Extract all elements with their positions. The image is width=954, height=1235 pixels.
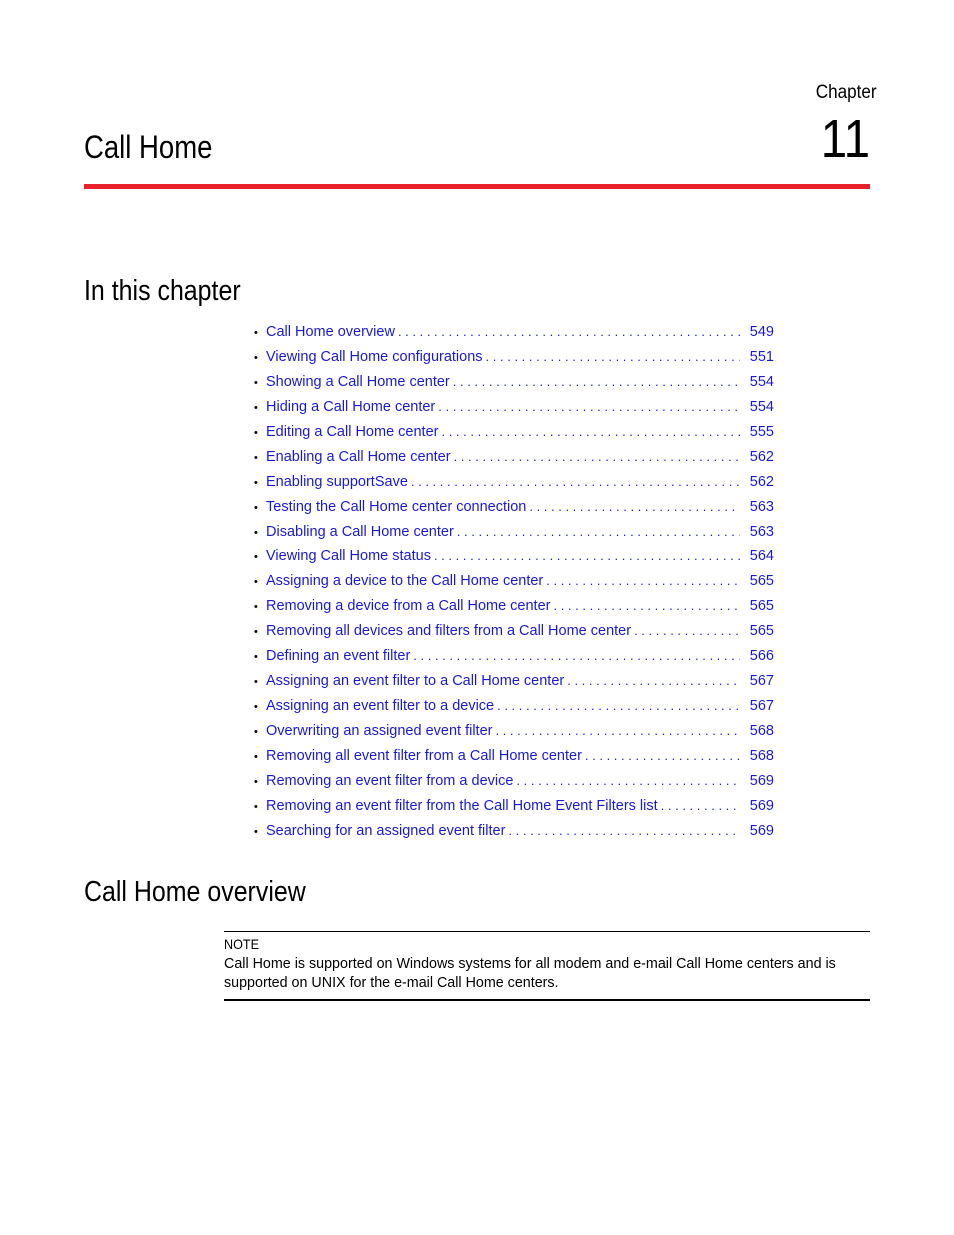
toc-item [254,495,774,520]
toc-link[interactable]: Defining an event filter [266,648,411,665]
chapter-rule [84,184,870,189]
toc-link[interactable]: Assigning an event filter to a Call Home center [266,673,565,690]
toc-page-number[interactable]: 569 [749,822,774,839]
bullet-icon: • [254,476,258,489]
dot-leader [508,819,740,844]
dot-leader [661,794,740,819]
toc-page-number[interactable]: 562 [749,448,774,465]
toc-item [254,370,774,395]
toc-page-number[interactable]: 569 [749,772,774,789]
toc-link[interactable]: Removing a device from a Call Home center [266,598,551,615]
bullet-icon: • [254,676,258,689]
toc-page-number[interactable]: 564 [749,548,774,565]
dot-leader [413,644,740,669]
dot-leader [634,619,740,644]
toc-item [254,420,774,445]
toc-item [254,719,774,744]
toc-link[interactable]: Removing all devices and filters from a Call Home center [266,623,632,640]
toc-page-number[interactable]: 549 [749,324,774,340]
dot-leader [516,769,740,794]
bullet-icon: • [254,726,258,738]
toc-page-number[interactable]: 568 [749,723,774,739]
toc-page-number[interactable]: 568 [749,747,774,764]
dot-leader [453,370,740,395]
bullet-icon: • [254,601,258,614]
toc-link[interactable]: Enabling supportSave [266,473,408,490]
dot-leader [553,594,740,619]
toc-link[interactable]: Overwriting an assigned event filter [266,723,493,739]
bullet-icon: • [254,401,258,414]
bullet-icon: • [254,576,258,589]
toc-item [254,594,774,619]
toc-link[interactable]: Removing an event filter from the Call Home Event Filters list [266,797,658,814]
toc-item [254,694,774,719]
toc-item [254,569,774,594]
toc-page-number[interactable]: 554 [749,373,774,390]
bullet-icon: • [254,800,258,813]
bullet-icon: • [254,526,258,539]
toc-link[interactable]: Viewing Call Home configurations [266,348,483,365]
toc-link[interactable]: Removing an event filter from a device [266,772,514,789]
toc-item [254,470,774,495]
dot-leader [497,694,740,719]
toc-item [254,794,774,819]
dot-leader [434,544,740,569]
bullet-icon: • [254,825,258,838]
note-box [224,931,870,1001]
note-text: Call Home is supported on Windows systems for all modem and e-mail Call Home centers and is supported on UNIX for the e-mail Call Home centers. [224,956,836,991]
toc-item [254,320,774,345]
bullet-icon: • [254,651,258,664]
toc-page-number[interactable]: 563 [749,498,774,515]
toc-link[interactable]: Assigning a device to the Call Home center [266,573,544,590]
toc-item [254,395,774,420]
dot-leader [457,520,740,545]
toc-page-number[interactable]: 569 [749,797,774,814]
toc-page-number[interactable]: 567 [749,698,774,715]
dot-leader [411,470,740,495]
bullet-icon: • [254,750,258,763]
toc-item [254,819,774,844]
bullet-icon: • [254,626,258,639]
toc-item [254,544,774,569]
toc-page-number[interactable]: 563 [749,523,774,540]
toc-item [254,445,774,470]
bullet-icon: • [254,451,258,464]
toc-page-number[interactable]: 565 [749,623,774,640]
dot-leader [398,320,740,345]
toc-item [254,669,774,694]
toc-link[interactable]: Testing the Call Home center connection [266,498,527,515]
toc-item [254,744,774,769]
toc-heading: In this chapter [84,275,241,307]
dot-leader [486,345,740,370]
dot-leader [438,395,740,420]
toc-link[interactable]: Viewing Call Home status [266,548,431,565]
dot-leader [546,569,740,594]
dot-leader [529,495,740,520]
bullet-icon: • [254,327,258,339]
dot-leader [441,420,740,445]
dot-leader [495,719,740,744]
toc-page-number[interactable]: 565 [749,598,774,615]
chapter-number: 11 [820,109,870,169]
chapter-title: Call Home [84,129,213,165]
toc-link[interactable]: Removing all event filter from a Call Home center [266,747,582,764]
toc-link[interactable]: Searching for an assigned event filter [266,822,506,839]
toc-link[interactable]: Showing a Call Home center [266,373,450,390]
dot-leader [454,445,740,470]
toc-item [254,619,774,644]
toc-link[interactable]: Enabling a Call Home center [266,448,451,465]
toc-link[interactable]: Hiding a Call Home center [266,398,436,415]
bullet-icon: • [254,376,258,389]
chapter-label: Chapter [816,82,877,103]
bullet-icon: • [254,551,258,564]
toc-item [254,644,774,669]
toc-page-number[interactable]: 562 [749,473,774,490]
toc-list [254,320,774,844]
bullet-icon: • [254,775,258,788]
dot-leader [585,744,740,769]
toc-page-number[interactable]: 565 [749,573,774,590]
toc-link[interactable]: Assigning an event filter to a device [266,698,495,715]
bullet-icon: • [254,501,258,514]
toc-page-number[interactable]: 555 [749,423,774,440]
bullet-icon: • [254,426,258,439]
toc-page-number[interactable]: 554 [749,398,774,415]
toc-link[interactable]: Editing a Call Home center [266,423,439,440]
bullet-icon: • [254,351,258,364]
toc-page-number[interactable]: 551 [749,348,774,365]
bullet-icon: • [254,701,258,714]
toc-link[interactable]: Call Home overview [266,324,395,340]
toc-page-number[interactable]: 566 [749,648,774,665]
toc-page-number[interactable]: 567 [749,673,774,690]
toc-link[interactable]: Disabling a Call Home center [266,523,454,540]
toc-item [254,769,774,794]
toc-item [254,345,774,370]
toc-item [254,520,774,545]
overview-heading: Call Home overview [84,876,306,908]
dot-leader [567,669,740,694]
note-label: NOTE [224,936,260,952]
